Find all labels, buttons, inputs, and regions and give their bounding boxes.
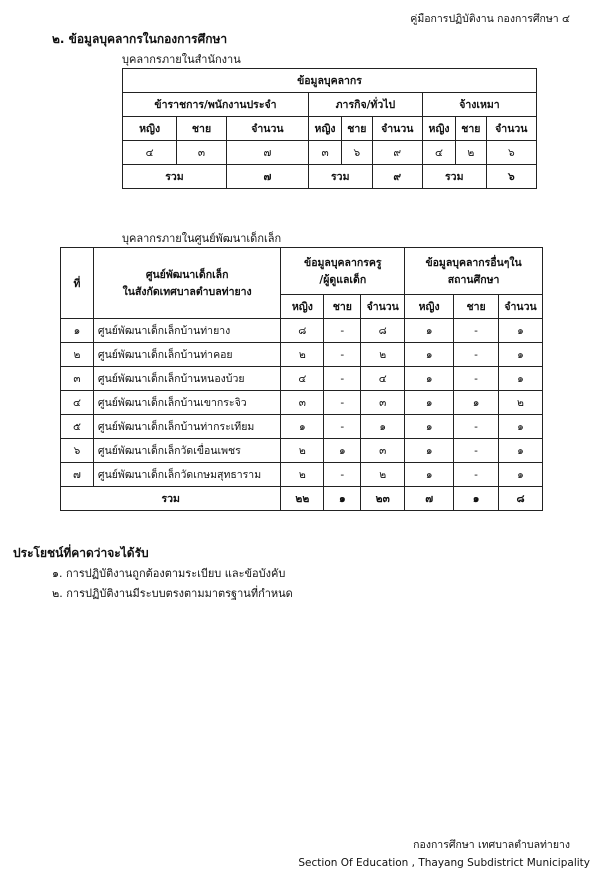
cell: ๙ bbox=[372, 141, 422, 165]
cell: ๑ bbox=[499, 463, 543, 487]
col-header: จำนวน bbox=[226, 117, 308, 141]
cell: ๒ bbox=[281, 439, 324, 463]
cell: ๑ bbox=[499, 439, 543, 463]
page-header: คู่มือการปฏิบัติงาน กองการศึกษา ๔ bbox=[410, 13, 570, 25]
office-group-header: จ้างเหมา bbox=[422, 93, 536, 117]
other-group-line-2: สถานศึกษา bbox=[447, 274, 500, 286]
cell: ๑ bbox=[405, 343, 454, 367]
col-name-line-2: ในสังกัดเทศบาลตำบลท่ายาง bbox=[122, 286, 252, 298]
total-row bbox=[123, 165, 537, 189]
cell: ๑ bbox=[405, 463, 454, 487]
office-group-header: ภารกิจ/ทั่วไป bbox=[308, 93, 422, 117]
cell: ๓ bbox=[308, 141, 341, 165]
col-header: หญิง bbox=[281, 295, 324, 319]
center-name: ศูนย์พัฒนาเด็กเล็กบ้านท่ายาง bbox=[93, 319, 280, 343]
cell: - bbox=[454, 439, 499, 463]
row-number: ๗ bbox=[61, 463, 94, 487]
col-header: หญิง bbox=[422, 117, 455, 141]
cell: ๑ bbox=[324, 439, 361, 463]
cell: ๑ bbox=[499, 367, 543, 391]
row-number: ๖ bbox=[61, 439, 94, 463]
benefits-title: ประโยชน์ที่คาดว่าจะได้รับ bbox=[13, 546, 149, 560]
cell: - bbox=[324, 391, 361, 415]
total-value: ๒๒ bbox=[281, 487, 324, 511]
cell: ๑ bbox=[405, 319, 454, 343]
cell: - bbox=[454, 343, 499, 367]
cell: - bbox=[454, 463, 499, 487]
col-header: หญิง bbox=[405, 295, 454, 319]
cell: ๘ bbox=[361, 319, 405, 343]
table-row bbox=[123, 141, 537, 165]
total-value: ๗ bbox=[226, 165, 308, 189]
col-header: ชาย bbox=[456, 117, 486, 141]
centers-staff-table bbox=[60, 247, 543, 511]
col-header: จำนวน bbox=[372, 117, 422, 141]
cell: ๑ bbox=[405, 367, 454, 391]
cell: - bbox=[454, 319, 499, 343]
office-group-header: ข้าราชการ/พนักงานประจำ bbox=[123, 93, 309, 117]
other-group-line-1: ข้อมูลบุคลากรอื่นๆใน bbox=[425, 257, 522, 269]
cell: ๑ bbox=[405, 439, 454, 463]
col-header: หญิง bbox=[308, 117, 341, 141]
row-number: ๒ bbox=[61, 343, 94, 367]
total-value: ๘ bbox=[499, 487, 543, 511]
cell: ๔ bbox=[422, 141, 455, 165]
section-title: ๒. ข้อมูลบุคลากรในกองการศึกษา bbox=[52, 32, 228, 46]
total-label: รวม bbox=[123, 165, 227, 189]
cell: ๒ bbox=[281, 343, 324, 367]
total-label: รวม bbox=[422, 165, 486, 189]
teacher-group-header bbox=[281, 248, 405, 295]
total-row bbox=[61, 487, 543, 511]
center-name: ศูนย์พัฒนาเด็กเล็กบ้านเขากระจิว bbox=[93, 391, 280, 415]
cell: ๑ bbox=[499, 343, 543, 367]
footer-thai: กองการศึกษา เทศบาลตำบลท่ายาง bbox=[413, 839, 570, 851]
table-row bbox=[61, 391, 543, 415]
footer-english: Section Of Education , Thayang Subdistrict Municipality bbox=[298, 857, 590, 869]
col-no-header: ที่ bbox=[61, 248, 94, 319]
center-name: ศูนย์พัฒนาเด็กเล็กวัดเขื่อนเพชร bbox=[93, 439, 280, 463]
cell: ๓ bbox=[177, 141, 227, 165]
col-header: ชาย bbox=[342, 117, 372, 141]
table-row bbox=[61, 319, 543, 343]
cell: ๑ bbox=[361, 415, 405, 439]
cell: ๑ bbox=[499, 415, 543, 439]
teacher-group-line-2: /ผู้ดูแลเด็ก bbox=[319, 274, 367, 286]
cell: ๑ bbox=[499, 319, 543, 343]
row-number: ๑ bbox=[61, 319, 94, 343]
col-header: จำนวน bbox=[486, 117, 536, 141]
cell: ๓ bbox=[361, 439, 405, 463]
cell: ๓ bbox=[281, 391, 324, 415]
other-group-header bbox=[405, 248, 543, 295]
col-header: จำนวน bbox=[361, 295, 405, 319]
total-value: ๗ bbox=[405, 487, 454, 511]
cell: ๒ bbox=[361, 463, 405, 487]
col-header: จำนวน bbox=[499, 295, 543, 319]
cell: ๒ bbox=[281, 463, 324, 487]
office-staff-table bbox=[122, 68, 537, 189]
cell: ๑ bbox=[405, 415, 454, 439]
cell: - bbox=[454, 415, 499, 439]
table-row bbox=[61, 343, 543, 367]
total-value: ๑ bbox=[454, 487, 499, 511]
cell: ๒ bbox=[456, 141, 486, 165]
col-name-header bbox=[93, 248, 280, 319]
table-row bbox=[61, 439, 543, 463]
row-number: ๓ bbox=[61, 367, 94, 391]
table-row bbox=[61, 463, 543, 487]
cell: ๓ bbox=[361, 391, 405, 415]
center-name: ศูนย์พัฒนาเด็กเล็กวัดเกษมสุทธาราม bbox=[93, 463, 280, 487]
cell: ๑ bbox=[454, 391, 499, 415]
cell: ๔ bbox=[281, 367, 324, 391]
row-number: ๔ bbox=[61, 391, 94, 415]
cell: ๒ bbox=[499, 391, 543, 415]
col-header: หญิง bbox=[123, 117, 177, 141]
benefit-item: ๒. การปฏิบัติงานมีระบบตรงตามมาตรฐานที่กำหนด bbox=[52, 587, 293, 600]
office-subtitle: บุคลากรภายในสำนักงาน bbox=[122, 53, 241, 66]
cell: ๘ bbox=[281, 319, 324, 343]
cell: ๒ bbox=[361, 343, 405, 367]
cell: - bbox=[324, 463, 361, 487]
centers-subtitle: บุคลากรภายในศูนย์พัฒนาเด็กเล็ก bbox=[122, 232, 282, 245]
cell: ๔ bbox=[361, 367, 405, 391]
total-value: ๖ bbox=[486, 165, 536, 189]
cell: ๑ bbox=[405, 391, 454, 415]
table-row bbox=[61, 415, 543, 439]
table-row bbox=[61, 367, 543, 391]
cell: - bbox=[324, 367, 361, 391]
center-name: ศูนย์พัฒนาเด็กเล็กบ้านท่าคอย bbox=[93, 343, 280, 367]
cell: - bbox=[324, 343, 361, 367]
cell: ๗ bbox=[226, 141, 308, 165]
col-header: ชาย bbox=[324, 295, 361, 319]
col-name-line-1: ศูนย์พัฒนาเด็กเล็ก bbox=[145, 269, 229, 281]
col-header: ชาย bbox=[177, 117, 227, 141]
total-label: รวม bbox=[61, 487, 281, 511]
cell: ๖ bbox=[486, 141, 536, 165]
total-value: ๙ bbox=[372, 165, 422, 189]
row-number: ๕ bbox=[61, 415, 94, 439]
col-header: ชาย bbox=[454, 295, 499, 319]
cell: - bbox=[324, 319, 361, 343]
cell: ๑ bbox=[281, 415, 324, 439]
benefit-item: ๑. การปฏิบัติงานถูกต้องตามระเบียบ และข้อบังคับ bbox=[52, 567, 286, 580]
center-name: ศูนย์พัฒนาเด็กเล็กบ้านหนองบ้วย bbox=[93, 367, 280, 391]
total-label: รวม bbox=[308, 165, 372, 189]
total-value: ๑ bbox=[324, 487, 361, 511]
teacher-group-line-1: ข้อมูลบุคลากรครู bbox=[304, 257, 382, 269]
cell: ๖ bbox=[342, 141, 372, 165]
cell: ๔ bbox=[123, 141, 177, 165]
cell: - bbox=[324, 415, 361, 439]
center-name: ศูนย์พัฒนาเด็กเล็กบ้านท่ากระเทียม bbox=[93, 415, 280, 439]
cell: - bbox=[454, 367, 499, 391]
total-value: ๒๓ bbox=[361, 487, 405, 511]
office-main-header: ข้อมูลบุคลากร bbox=[123, 69, 537, 93]
